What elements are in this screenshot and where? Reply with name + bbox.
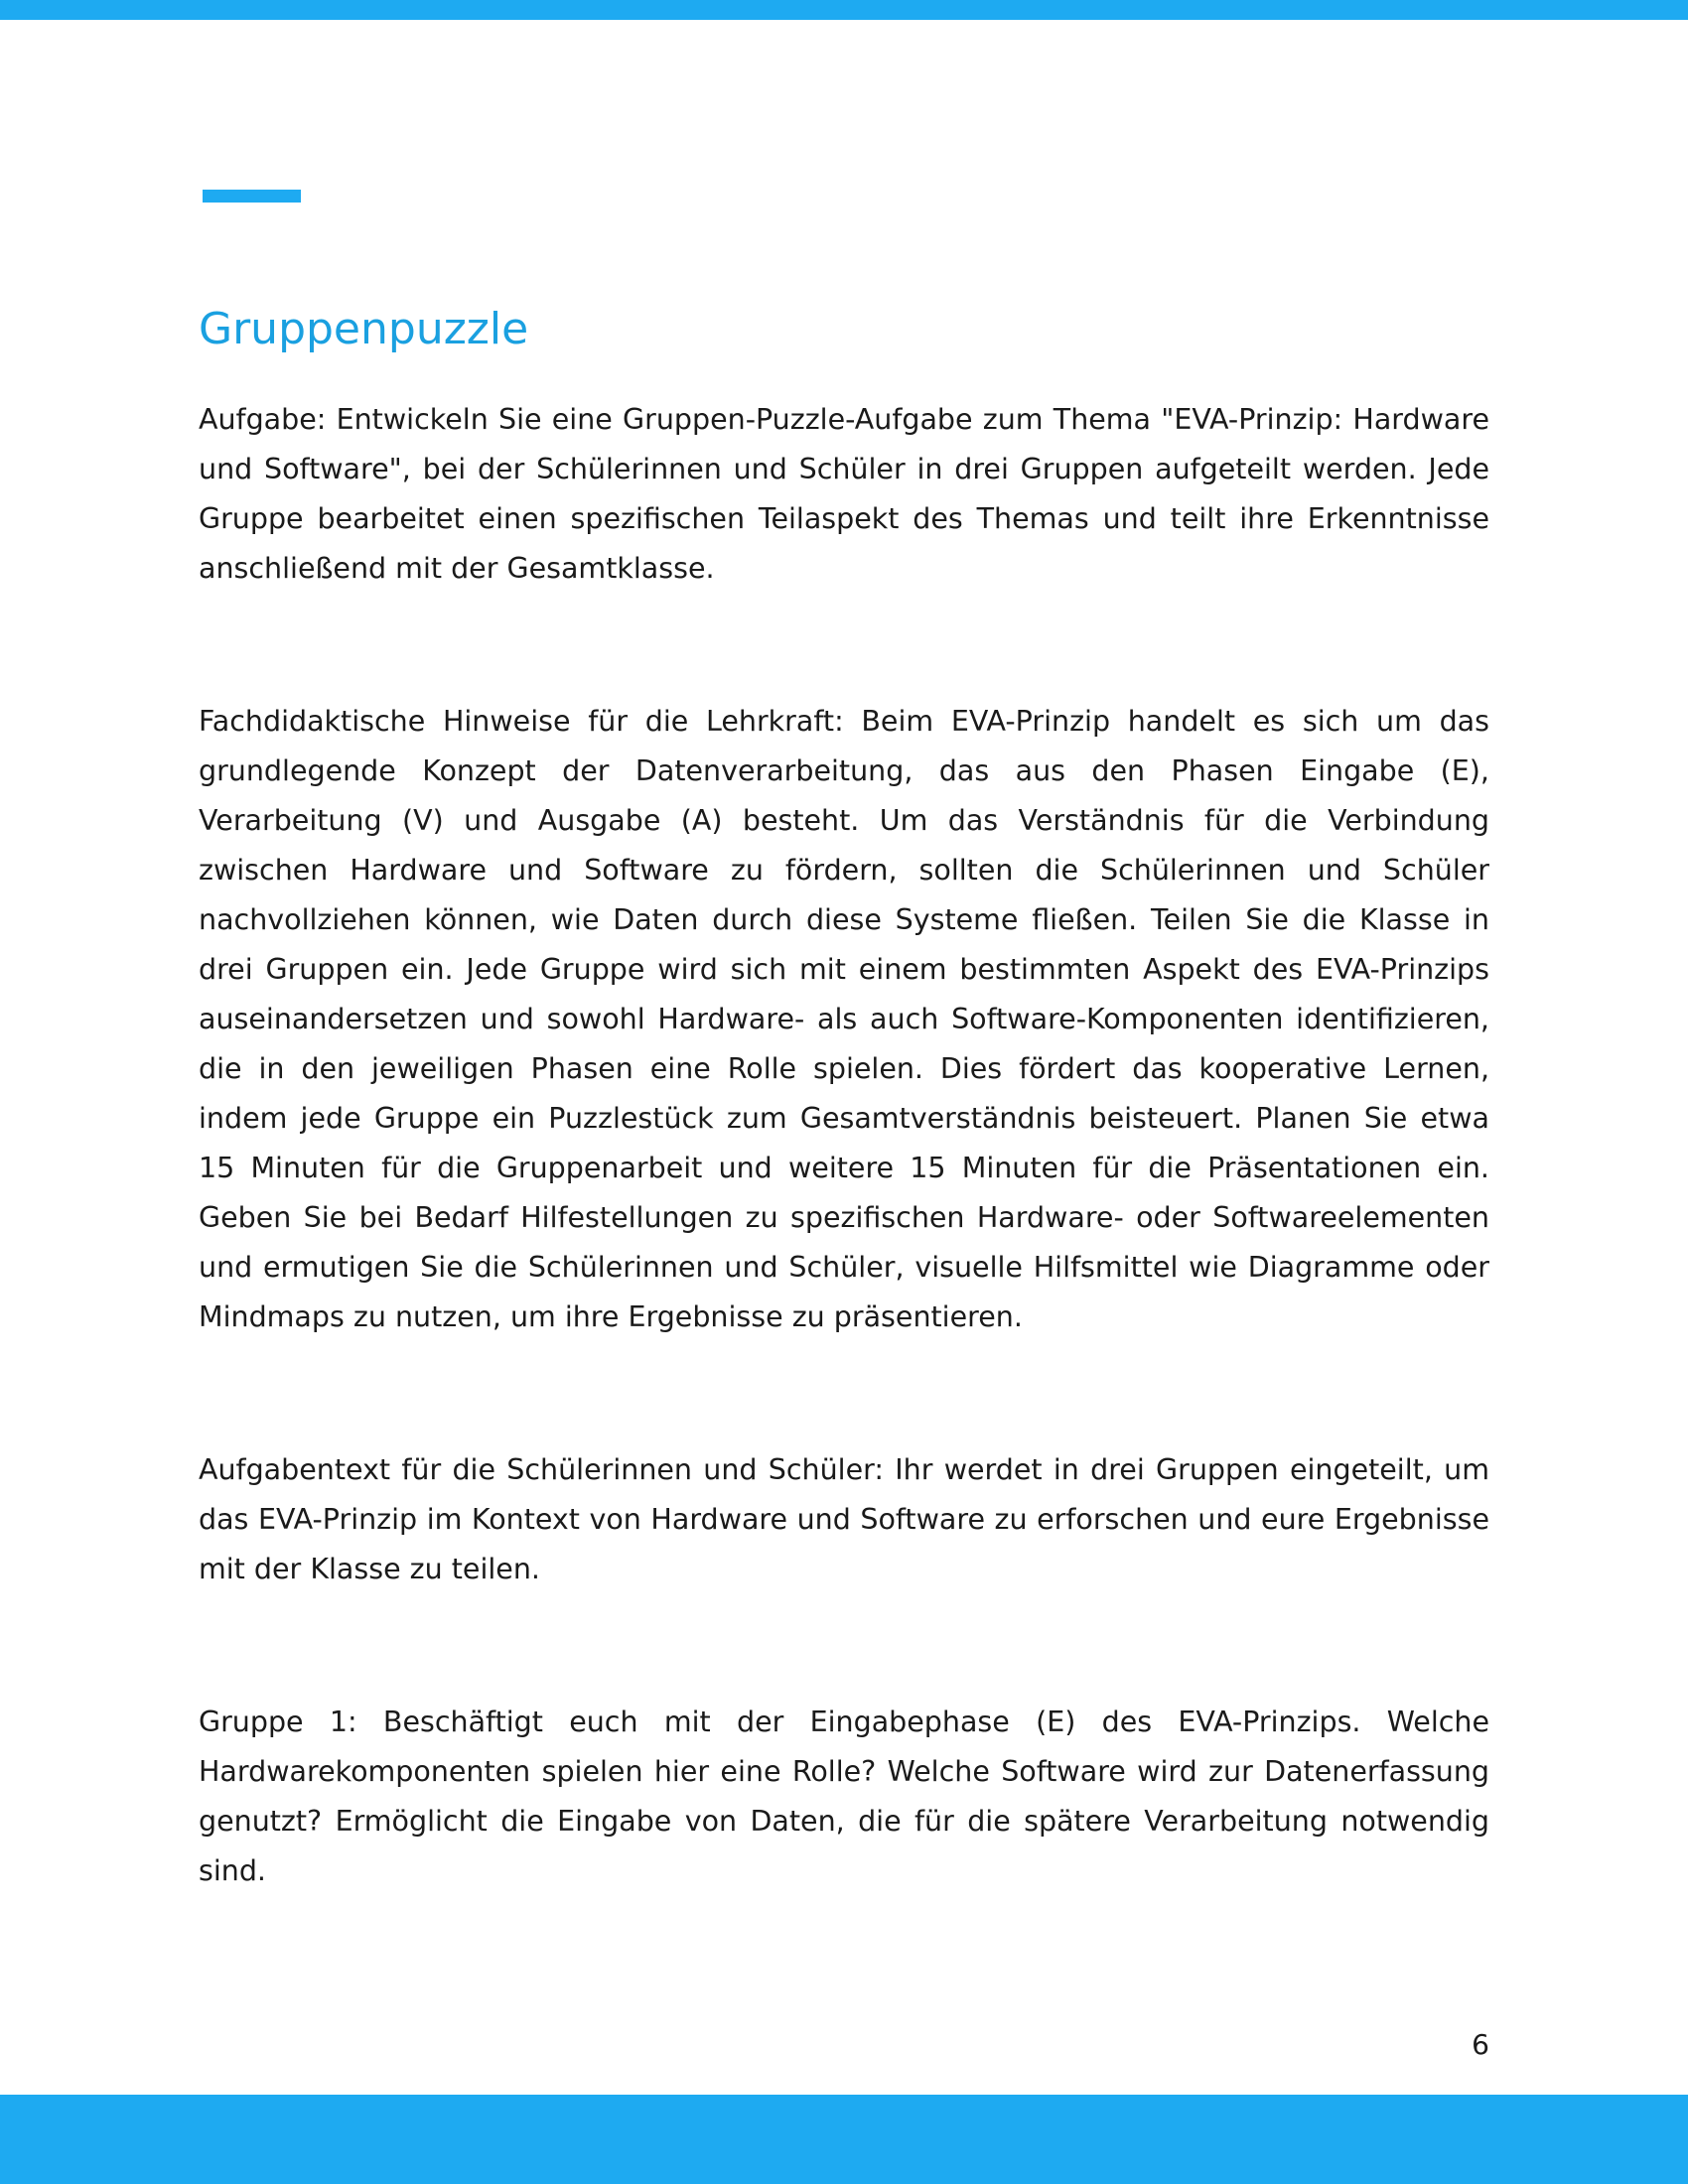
accent-rule <box>203 190 301 203</box>
body-content <box>199 395 1489 1896</box>
page-title: Gruppenpuzzle <box>199 304 529 354</box>
paragraph-student-task: Aufgabentext für die Schülerinnen und Schüler: Ihr werdet in drei Gruppen eingeteilt, um das EVA-Prinzip im Kontext von Hardware und Software zu erforschen und eure Ergebnisse mit der Klasse zu teilen. <box>199 1453 1489 1585</box>
bottom-footer-band <box>0 2095 1688 2184</box>
page-number: 6 <box>1472 2028 1489 2061</box>
paragraph-task: Aufgabe: Entwickeln Sie eine Gruppen-Puzzle-Aufgabe zum Thema "EVA-Prinzip: Hardware und Software", bei der Schülerinnen und Schüler in drei Gruppen aufgeteilt werden. Jede Gruppe bearbeitet einen spezifischen Teilaspekt des Themas und teilt ihre Erkenntnisse anschließend mit der Gesamtklasse. <box>199 403 1489 585</box>
paragraph-teacher-notes: Fachdidaktische Hinweise für die Lehrkraft: Beim EVA-Prinzip handelt es sich um das grundlegende Konzept der Datenverarbeitung, das aus den Phasen Eingabe (E), Verarbeitung (V) und Ausgabe (A) besteht. Um das Verständnis für die Verbindung zwischen Hardware und Software zu fördern, sollten die Schülerinnen und Schüler nachvollziehen können, wie Daten durch diese Systeme fließen. Teilen Sie die Klasse in drei Gruppen ein. Jede Gruppe wird sich mit einem bestimmten Aspekt des EVA-Prinzips auseinandersetzen und sowohl Hardware- als auch Software-Komponenten identifizieren, die in den jeweiligen Phasen eine Rolle spielen. Dies fördert das kooperative Lernen, indem jede Gruppe ein Puzzlestück zum Gesamtverständnis beisteuert. Planen Sie etwa 15 Minuten für die Gruppenarbeit und weitere 15 Minuten für die Präsentationen ein. Geben Sie bei Bedarf Hilfestellungen zu spezifischen Hardware- oder Softwareelementen und ermutigen Sie die Schülerinnen und Schüler, visuelle Hilfsmittel wie Diagramme oder Mindmaps zu nutzen, um ihre Ergebnisse zu präsentieren. <box>199 705 1489 1333</box>
top-header-band <box>0 0 1688 20</box>
paragraph-group-1: Gruppe 1: Beschäftigt euch mit der Eingabephase (E) des EVA-Prinzips. Welche Hardwarekomponenten spielen hier eine Rolle? Welche Software wird zur Datenerfassung genutzt? Ermöglicht die Eingabe von Daten, die für die spätere Verarbeitung notwendig sind. <box>199 1706 1489 1887</box>
